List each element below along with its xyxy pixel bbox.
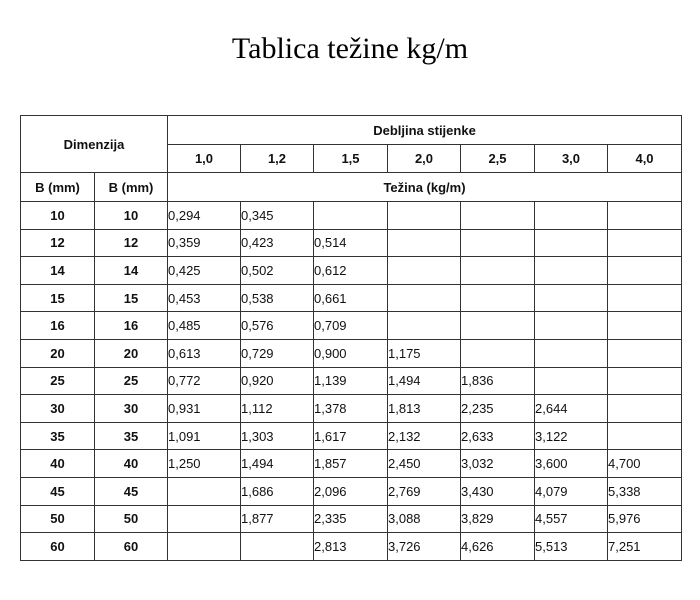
col-a-header: B (mm): [21, 173, 95, 202]
weight-cell: 1,091: [168, 422, 241, 450]
dimension-b-cell: 35: [95, 422, 168, 450]
weight-cell: 3,032: [461, 450, 535, 478]
weight-cell: 1,494: [241, 450, 314, 478]
weight-cell: 0,514: [314, 229, 388, 257]
dimension-a-cell: 12: [21, 229, 95, 257]
dimension-a-cell: 15: [21, 284, 95, 312]
weight-cell: 0,453: [168, 284, 241, 312]
weight-cell: 0,661: [314, 284, 388, 312]
weight-cell: 2,769: [388, 477, 461, 505]
weight-cell: [608, 202, 682, 230]
weight-cell: [388, 229, 461, 257]
dimension-a-cell: 45: [21, 477, 95, 505]
weight-cell: 0,359: [168, 229, 241, 257]
weight-cell: [168, 505, 241, 533]
table-row: [21, 477, 682, 505]
weight-cell: [241, 533, 314, 561]
weight-cell: [535, 202, 608, 230]
dimension-a-cell: 20: [21, 339, 95, 367]
dimension-b-cell: 10: [95, 202, 168, 230]
thickness-header-cell: 2,5: [461, 145, 535, 173]
weight-cell: 1,175: [388, 339, 461, 367]
wall-thickness-header: Debljina stijenke: [168, 116, 682, 145]
dimension-a-cell: 16: [21, 312, 95, 340]
weight-cell: [461, 312, 535, 340]
weight-cell: 0,729: [241, 339, 314, 367]
weight-cell: 1,877: [241, 505, 314, 533]
thickness-header-cell: 3,0: [535, 145, 608, 173]
weight-cell: 0,538: [241, 284, 314, 312]
dimension-b-cell: 45: [95, 477, 168, 505]
weight-cell: 4,626: [461, 533, 535, 561]
weight-cell: [535, 339, 608, 367]
thickness-header-cell: 1,5: [314, 145, 388, 173]
weight-cell: 2,096: [314, 477, 388, 505]
weight-cell: 0,613: [168, 339, 241, 367]
page-title: Tablica težine kg/m: [231, 32, 469, 65]
weight-cell: 1,139: [314, 367, 388, 395]
weight-cell: 4,557: [535, 505, 608, 533]
weight-cell: [535, 312, 608, 340]
table-row: [21, 533, 682, 561]
weight-cell: 7,251: [608, 533, 682, 561]
thickness-header-cell: 1,0: [168, 145, 241, 173]
weight-cell: [608, 257, 682, 285]
weight-cell: 0,502: [241, 257, 314, 285]
weight-cell: 2,633: [461, 422, 535, 450]
dimension-b-cell: 30: [95, 395, 168, 423]
weight-cell: 4,079: [535, 477, 608, 505]
dimension-b-cell: 60: [95, 533, 168, 561]
weight-cell: 0,709: [314, 312, 388, 340]
dimension-a-cell: 14: [21, 257, 95, 285]
dimension-a-cell: 30: [21, 395, 95, 423]
dimension-b-cell: 15: [95, 284, 168, 312]
dimension-header: Dimenzija: [21, 116, 168, 173]
weight-cell: [535, 367, 608, 395]
dimension-a-cell: 25: [21, 367, 95, 395]
weight-cell: 2,335: [314, 505, 388, 533]
weight-cell: 0,900: [314, 339, 388, 367]
weight-cell: 2,813: [314, 533, 388, 561]
weight-cell: 1,378: [314, 395, 388, 423]
weight-cell: [608, 339, 682, 367]
weight-cell: [608, 229, 682, 257]
weight-cell: 1,303: [241, 422, 314, 450]
weight-cell: 0,576: [241, 312, 314, 340]
weight-cell: [461, 202, 535, 230]
dimension-b-cell: 20: [95, 339, 168, 367]
weight-cell: 0,485: [168, 312, 241, 340]
weight-cell: 5,976: [608, 505, 682, 533]
weight-cell: 4,700: [608, 450, 682, 478]
weight-cell: [461, 229, 535, 257]
weight-cell: [388, 312, 461, 340]
weight-cell: [388, 202, 461, 230]
weight-cell: 3,829: [461, 505, 535, 533]
weight-cell: 0,425: [168, 257, 241, 285]
table-row: [21, 257, 682, 285]
weight-cell: 0,612: [314, 257, 388, 285]
weight-cell: 1,112: [241, 395, 314, 423]
weight-cell: 3,122: [535, 422, 608, 450]
table-row: [21, 395, 682, 423]
col-b-header: B (mm): [95, 173, 168, 202]
weight-cell: [608, 312, 682, 340]
weight-cell: 0,931: [168, 395, 241, 423]
dimension-b-cell: 12: [95, 229, 168, 257]
dimension-a-cell: 40: [21, 450, 95, 478]
thickness-header-cell: 2,0: [388, 145, 461, 173]
weight-cell: [535, 257, 608, 285]
weight-table-body: [21, 202, 682, 561]
weight-cell: 0,920: [241, 367, 314, 395]
dimension-a-cell: 10: [21, 202, 95, 230]
weight-cell: 1,836: [461, 367, 535, 395]
dimension-b-cell: 25: [95, 367, 168, 395]
dimension-b-cell: 16: [95, 312, 168, 340]
dimension-b-cell: 14: [95, 257, 168, 285]
dimension-a-cell: 60: [21, 533, 95, 561]
weight-cell: 2,132: [388, 422, 461, 450]
weight-cell: 3,600: [535, 450, 608, 478]
weight-cell: [608, 422, 682, 450]
weight-cell: [461, 257, 535, 285]
thickness-header-cell: 4,0: [608, 145, 682, 173]
dimension-b-cell: 40: [95, 450, 168, 478]
weight-cell: [168, 477, 241, 505]
weight-cell: [608, 284, 682, 312]
weight-header: Težina (kg/m): [168, 173, 682, 202]
weight-cell: 3,726: [388, 533, 461, 561]
weight-cell: 3,430: [461, 477, 535, 505]
weight-cell: 1,617: [314, 422, 388, 450]
weight-cell: [388, 257, 461, 285]
weight-cell: [461, 284, 535, 312]
table-row: [21, 312, 682, 340]
dimension-a-cell: 35: [21, 422, 95, 450]
weight-cell: 0,423: [241, 229, 314, 257]
weight-cell: 0,345: [241, 202, 314, 230]
weight-cell: [608, 367, 682, 395]
weight-cell: 1,686: [241, 477, 314, 505]
weight-table: [20, 115, 682, 561]
weight-cell: [168, 533, 241, 561]
weight-cell: [535, 284, 608, 312]
weight-cell: 1,813: [388, 395, 461, 423]
weight-cell: 2,235: [461, 395, 535, 423]
weight-cell: [314, 202, 388, 230]
weight-cell: 2,450: [388, 450, 461, 478]
weight-cell: 1,250: [168, 450, 241, 478]
table-row: [21, 284, 682, 312]
weight-cell: 3,088: [388, 505, 461, 533]
table-row: [21, 450, 682, 478]
weight-cell: [461, 339, 535, 367]
table-row: [21, 505, 682, 533]
weight-cell: [535, 229, 608, 257]
weight-cell: [608, 395, 682, 423]
table-row: [21, 422, 682, 450]
weight-cell: 5,513: [535, 533, 608, 561]
weight-cell: 1,494: [388, 367, 461, 395]
weight-cell: 0,772: [168, 367, 241, 395]
weight-cell: [388, 284, 461, 312]
dimension-b-cell: 50: [95, 505, 168, 533]
thickness-header-cell: 1,2: [241, 145, 314, 173]
weight-cell: 1,857: [314, 450, 388, 478]
table-row: [21, 202, 682, 230]
weight-cell: 5,338: [608, 477, 682, 505]
table-row: [21, 339, 682, 367]
table-row: [21, 229, 682, 257]
weight-cell: 0,294: [168, 202, 241, 230]
weight-cell: 2,644: [535, 395, 608, 423]
table-row: [21, 367, 682, 395]
dimension-a-cell: 50: [21, 505, 95, 533]
